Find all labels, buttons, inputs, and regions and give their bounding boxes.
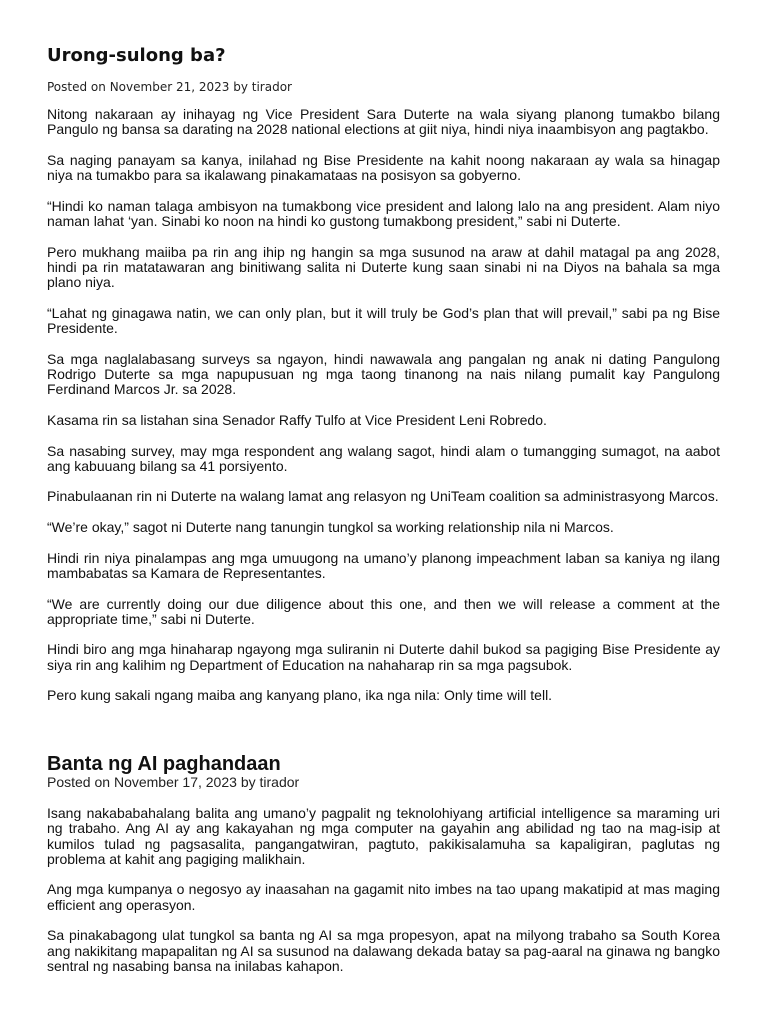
paragraph: Sa mga naglalabasang surveys sa ngayon, hindi nawawala ang pangalan ng anak ni dating Pangulong Rodrigo Duterte sa mga napupusuan ng mga taong tinanong na nais nilang pumalit kay Pangulong Ferdinand Marcos Jr. sa 2028. [47, 350, 720, 398]
paragraph: “We’re okay,” sagot ni Duterte nang tanungin tungkol sa working relationship nila ni Marcos. [47, 519, 614, 536]
paragraph: Pero kung sakali ngang maiba ang kanyang plano, ika nga nila: Only time will tell. [47, 687, 553, 704]
post-title[interactable]: Urong-sulong ba? [47, 45, 226, 66]
paragraph: Nitong nakaraan ay inihayag ng Vice President Sara Duterte na wala siyang planong tumakbo bilang Pangulo ng bansa sa darating na 2028 national elections at giit niya, hindi niya inaambisyon ang pagtakbo. [47, 106, 720, 138]
author-link[interactable]: tirador [259, 774, 300, 790]
post-date-link[interactable]: November 21, 2023 [109, 80, 230, 94]
post-body [47, 107, 720, 704]
author-link[interactable]: tirador [251, 80, 292, 94]
by-label: by [233, 80, 248, 94]
paragraph: “Hindi ko naman talaga ambisyon na tumakbong vice president and lalong lalo na ang president. Alam niyo naman lahat ‘yan. Sinabi ko noon na hindi ko gustong tumakbong president,” sabi ni Duterte. [47, 197, 720, 230]
paragraph: “We are currently doing our due diligence about this one, and then we will release a comment at the appropriate time,” sabi ni Duterte. [47, 595, 720, 627]
posted-on-label: Posted on [47, 80, 106, 94]
paragraph: Sa nasabing survey, may mga respondent ang walang sagot, hindi alam o tumangging sumagot, na aabot ang kabuuang bilang sa 41 porsiyento. [47, 442, 720, 474]
posted-on-label: Posted on [47, 774, 111, 790]
paragraph: Sa pinakabagong ulat tungkol sa banta ng AI sa mga propesyon, apat na milyong trabaho sa South Korea ang nakikitang mapapalitan ng AI sa susunod na dalawang dekada batay sa pag-aaral na ginawa ng bangko sentral ng nasabing bansa na inilabas kahapon. [47, 927, 720, 974]
paragraph: Kasama rin sa listahan sina Senador Raffy Tulfo at Vice President Leni Robredo. [47, 411, 547, 428]
paragraph: Pero mukhang maiiba pa rin ang ihip ng hangin sa mga susunod na araw at dahil matagal pa ang 2028, hindi pa rin matatawaran ang binitiwang salita ni Duterte kung saan sinabi ni na Diyos na bahala sa mga plano niya. [47, 243, 720, 291]
paragraph: Sa naging panayam sa kanya, inilahad ng Bise Presidente na kahit noong nakaraan ay wala sa hinagap niya na tumakbo para sa ikalawang pinakamataas na posisyon sa gobyerno. [47, 151, 720, 184]
paragraph: Hindi biro ang mga hinaharap ngayong mga suliranin ni Duterte dahil bukod sa pagiging Bise Presidente ay siya rin ang kalihim ng Department of Education na nahaharap rin sa mga pagsubok. [47, 641, 720, 673]
post-date-link[interactable]: November 17, 2023 [113, 774, 237, 790]
paragraph: Isang nakababahalang balita ang umano’y pagpalit ng teknolohiyang artificial intelligence sa maraming uri ng trabaho. Ang AI ay ang kakayahan ng mga computer na gayahin ang abilidad ng tao na mag-isip at kumilos tulad ng pagsasalita, pangangatwiran, pagtuto, pakikisalamuha sa kapaligiran, paglutas ng problema at kahit ang pagiging malikhain. [47, 805, 720, 867]
post-title[interactable]: Banta ng AI paghandaan [47, 753, 281, 775]
post-meta [47, 774, 299, 790]
post-body [47, 806, 720, 974]
by-label: by [240, 774, 256, 790]
post-meta [47, 79, 292, 95]
paragraph: Hindi rin niya pinalampas ang mga umuugong na umano’y planong impeachment laban sa kaniya ng ilang mambabatas sa Kamara de Representantes. [47, 549, 720, 581]
paragraph: Pinabulaanan rin ni Duterte na walang lamat ang relasyon ng UniTeam coalition sa administrasyong Marcos. [47, 488, 719, 505]
paragraph: Ang mga kumpanya o negosyo ay inaasahan na gagamit nito imbes na tao upang makatipid at mas maging efficient ang operasyon. [47, 881, 720, 913]
paragraph: “Lahat ng ginagawa natin, we can only plan, but it will truly be God’s plan that will prevail,” sabi pa ng Bise Presidente. [47, 304, 720, 337]
